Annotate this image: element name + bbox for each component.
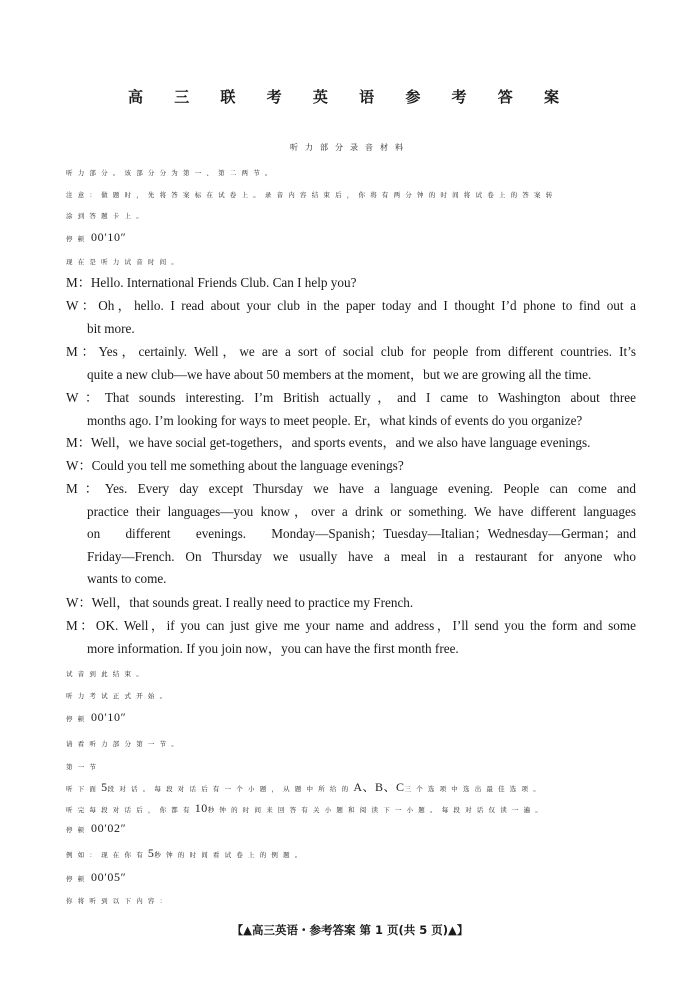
page-footer: 【▲高三英语・参考答案 第 1 页(共 5 页)▲】 xyxy=(231,923,469,937)
dialogue-line: practice their languages—you know，over a drink or something. We have different languages xyxy=(87,503,636,519)
dialogue-turn xyxy=(66,615,636,660)
instr-options: A、B、C xyxy=(353,780,405,794)
page-title: 高 三 联 考 英 语 参 考 答 案 xyxy=(127,88,572,106)
hear-line: 你将听到以下内容： xyxy=(66,897,172,905)
end-test-line: 试音到此结束。 xyxy=(66,670,148,678)
pause-time: 00′02″ xyxy=(91,821,127,835)
instr-text: 听下面 xyxy=(66,785,102,793)
instr-number: 10 xyxy=(194,801,208,815)
section-prompt: 请看听力部分第一节。 xyxy=(66,740,183,748)
intro-line-3: 涂到答题卡上。 xyxy=(66,212,148,220)
dialogue-line: W：That sounds interesting. I’m British actually，and I came to Washington about three xyxy=(66,390,636,405)
dialogue-turn xyxy=(66,478,636,591)
instr-text: 三个选项中选出最佳选项。 xyxy=(404,785,545,793)
instr-text: 秒钟的时间来回答有关小题和阅读下一小题。每段对话仅读一遍。 xyxy=(207,806,548,814)
dialogue-line: W：Well，that sounds great. I really need to practice my French. xyxy=(66,595,414,610)
instr-text: 段对话。每段对话后有一个小题，从题中所给的 xyxy=(107,785,354,793)
dialogue-line: M：Yes. Every day except Thursday we have a language evening. People can come and xyxy=(66,481,636,496)
dialogue-line: quite a new club—we have about 50 members at the moment，but we are growing all the time. xyxy=(87,366,592,382)
dialogue-turn xyxy=(66,592,636,615)
intro-line-1: 听力部分。该部分分为第一、第二两节。 xyxy=(66,169,277,177)
dialogue-line: bit more. xyxy=(87,320,135,336)
instruction-line-1 xyxy=(66,778,545,795)
example-number: 5 xyxy=(147,846,155,860)
dialogue-line: M：Yes，certainly. Well，we are a sort of social club for people from different countries. It’s xyxy=(66,344,636,359)
pause-2 xyxy=(66,710,126,725)
pause-4 xyxy=(66,870,126,885)
pause-label: 停顿 xyxy=(66,715,89,723)
dialogue-line: wants to come. xyxy=(87,571,167,586)
example-text: 例如：现在你有 xyxy=(66,851,148,859)
dialogue-line: Friday—French. On Thursday we usually have a meal in a restaurant for anyone who xyxy=(87,548,636,564)
dialogue-turn xyxy=(66,387,636,432)
dialogue-line: more information. If you join now，you can have the first month free. xyxy=(87,640,459,656)
instr-text: 听完每段对话后，你都有 xyxy=(66,806,195,814)
pause-time: 00′10″ xyxy=(91,710,127,724)
pause-3 xyxy=(66,821,126,836)
dialogue-line: M：OK. Well，if you can just give me your name and address，I’ll send you the form and some xyxy=(66,618,636,633)
example-text: 秒钟的时间看试卷上的例题。 xyxy=(154,851,307,859)
intro-line-4: 现在是听力试音时间。 xyxy=(66,258,183,266)
intro-line-2: 注意：做题时，先将答案标在试卷上。录音内容结束后，你将有两分钟的时间将试卷上的答案转 xyxy=(66,191,558,199)
section-name: 第一节 xyxy=(66,763,102,771)
pause-label: 停顿 xyxy=(66,875,89,883)
dialogue-turn xyxy=(66,272,636,295)
pause-label: 停顿 xyxy=(66,235,89,243)
section-subtitle: 听力部分录音材料 xyxy=(290,143,410,152)
pause-time: 00′05″ xyxy=(91,870,127,884)
dialogue-line: M：Hello. International Friends Club. Can I help you? xyxy=(66,275,357,290)
dialogue-turn xyxy=(66,341,636,386)
dialogue-line: W：Could you tell me something about the language evenings? xyxy=(66,458,404,473)
dialogue-line: W：Oh，hello. I read about your club in the paper today and I thought I’d phone to find out a xyxy=(66,298,636,313)
dialogue-line: M：Well，we have social get-togethers，and sports events，and we also have language evenings. xyxy=(66,435,591,450)
pause-time: 00′10″ xyxy=(91,230,127,244)
dialogue-turn xyxy=(66,295,636,340)
dialogue-turn xyxy=(66,432,636,455)
instr-number: 5 xyxy=(101,780,108,794)
example-line xyxy=(66,846,307,861)
pause-1 xyxy=(66,230,126,245)
dialogue-line: months ago. I’m looking for ways to meet people. Er，what kinds of events do you organize? xyxy=(87,412,583,428)
dialogue-turn xyxy=(66,455,636,478)
instruction-line-2 xyxy=(66,801,547,816)
dialogue-line: on different evenings. Monday—Spanish；Tuesday—Italian；Wednesday—German；and xyxy=(87,526,636,541)
start-line: 听力考试正式开始。 xyxy=(66,692,172,700)
pause-label: 停顿 xyxy=(66,826,89,834)
